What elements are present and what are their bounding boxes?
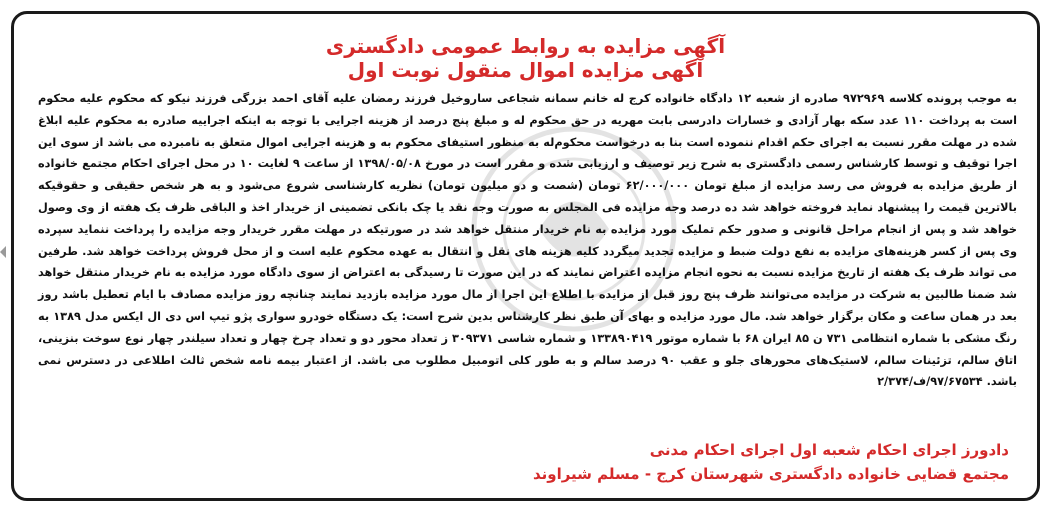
signature-title: دادورز اجرای احکام شعبه اول اجرای احکام مدنی (649, 441, 1009, 459)
page-edge-marker (0, 246, 6, 258)
notice-titles (14, 34, 1037, 82)
notice-title-sub: آگهی مزایده اموال منقول نوبت اول (347, 58, 704, 82)
notice-signature (533, 438, 1009, 486)
notice-title-main: آگهی مزایده به روابط عمومی دادگستری (325, 34, 726, 58)
signature-court: مجتمع قضایی خانواده دادگستری شهرستان کرج - مسلم شیراوند (532, 465, 1009, 483)
notice-frame (11, 11, 1040, 501)
notice-body: به موجب پرونده کلاسه ۹۷۲۹۶۹ صادره از شعبه ۱۲ دادگاه خانواده کرج له خانم سمانه شجاعی ساروخیل فرزند رمضان علیه آقای احمد بزرگی فرزند نیکو که محکوم علیه محکوم است به پرداخت ۱۱۰ عدد سکه بهار آزادی و خسارات دادرسی بابت مهریه در حق محکوم له و مبلغ پنج درصد از هزینه اجرایی با توجه به اینکه اجراییه صادره به محکوم علیه ابلاغ شده در مهلت مقرر نسبت به اجرای حکم اقدام ننموده است بنا به درخواست محکوم‌له به منظور استیفای محکوم به و هزینه اجرایی اموال متعلق به نامبرده می باشد از سوی این اجرا توقیف و توسط کارشناس رسمی دادگستری به شرح زیر توصیف و ارزیابی شده و مقرر است در مورخ ۱۳۹۸/۰۵/۰۸ از ساعت ۹ لغایت ۱۰ در محل اجرای احکام مجتمع خانواده از طریق مزایده به فروش می رسد مزایده از مبلغ تومان ۶۲/۰۰۰/۰۰۰ تومان (شصت و دو میلیون تومان) نظریه کارشناسی شروع می‌شود و به هر شخص حقیقی و حقوقیکه بالاترین قیمت را پیشنهاد نماید فروخته خواهد شد ده درصد وجه مزایده فی المجلس به صورت وجه نقد یا چک بانکی تضمینی از خریدار اخذ و الباقی ظرف یک هفته از وی وصول خواهد شد و پس از انجام مراحل قانونی و صدور حکم تملیک مورد مزایده به نام خریدار منتقل خواهد شد در صورتیکه در مهلت مقرر خریدار وجه مزایده را پرداخت ننماید سپرده وی پس از کسر هزینه‌های مزایده به نفع دولت ضبط و مزایده تجدید میگردد کلیه هزینه های نقل و انتقال به عهده محکوم علیه است و از محل فروش پرداخت خواهد شد. طرفین می تواند ظرف یک هفته از تاریخ مزایده نسبت به نحوه انجام مزایده اعتراض نمایند که در این صورت تا رسیدگی به اعتراض از سوی دادگاه مورد مزایده به نام خریدار منتقل خواهد شد ضمنا طالبین به شرکت در مزایده می‌توانند ظرف پنج روز قبل از مزایده با اطلاع این اجرا از مال مورد مزایده بازدید نمایند چنانچه روز مزایده مصادف با ایام تعطیل باشد روز بعد در همان ساعت و مکان برگزار خواهد شد. مال مورد مزایده و بهای آن طبق نظر کارشناس بدین شرح است: یک دستگاه خودرو سواری پژو تیپ اس دی ال ایکس مدل ۱۳۸۹ به رنگ مشکی با شماره انتظامی ۷۳۱ ن ۸۵ ایران ۶۸ با شماره موتور ۱۳۳۸۹۰۴۱۹ و شماره شاسی ۳۰۹۳۷۱ ز تعداد محور دو و تعداد چرخ چهار و تعداد سیلندر چهار نوع سوخت بنزینی، اتاق سالم، تزئینات سالم، لاستیک‌های محورهای جلو و عقب ۹۰ درصد سالم و به طور کلی اتومبیل مطلوب می باشد. از اعتبار بیمه نامه شخص ثالث اطلاعی در دسترس نمی باشد. ۹۷/۶۷۵۳۴/ف/۲/۳۷۴ (38, 92, 1018, 389)
